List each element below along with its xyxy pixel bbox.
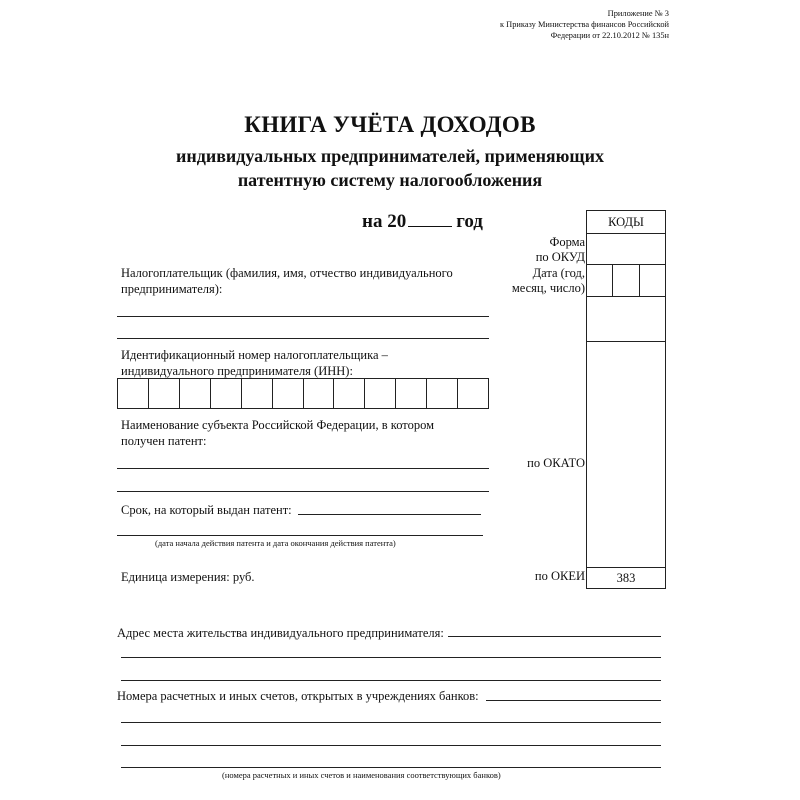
accounts-label: Номера расчетных и иных счетов, открытых в учреждениях банков: [117,689,479,703]
okato-label: по ОКАТО [527,456,585,470]
taxpayer-label-line-1: Налогоплательщик (фамилия, имя, отчество индивидуального [121,266,453,280]
inn-digit-box[interactable] [304,379,335,408]
accounts-line-2[interactable] [121,722,661,723]
region-line-2[interactable] [117,491,489,492]
region-line-1[interactable] [117,468,489,469]
inn-digit-box[interactable] [242,379,273,408]
blank-code-cell[interactable] [587,297,665,342]
okud-cell[interactable] [587,234,665,265]
term-line-2[interactable] [117,535,483,536]
region-label-line-2: получен патент: [121,434,207,448]
annex-note [409,8,669,41]
inn-label-line-2: индивидуального предпринимателя (ИНН): [121,364,353,378]
annex-line-2: к Приказу Министерства финансов Российской [500,20,669,29]
inn-boxes [117,378,489,409]
accounts-line-3[interactable] [121,745,661,746]
date-label-line-2: месяц, число) [511,281,585,295]
year-line [362,210,483,233]
taxpayer-label-line-2: предпринимателя): [121,282,223,296]
year-blank[interactable] [408,210,452,227]
inn-label [121,347,388,379]
inn-digit-box[interactable] [365,379,396,408]
document-title: КНИГА УЧЁТА ДОХОДОВ [244,112,536,137]
term-label: Срок, на который выдан патент: [121,503,292,517]
taxpayer-line-2[interactable] [117,338,489,339]
taxpayer-line-1[interactable] [117,316,489,317]
year-prefix: на 20 [362,211,407,232]
inn-digit-box[interactable] [211,379,242,408]
okud-label [536,235,585,265]
inn-label-line-1: Идентификационный номер налогоплательщика – [121,348,388,362]
document-subtitle-1: индивидуальных предпринимателей, применяющих [175,146,604,166]
address-line-2[interactable] [121,657,661,658]
inn-digit-box[interactable] [458,379,488,408]
okei-label: по ОКЕИ [534,569,585,583]
taxpayer-label [121,265,453,297]
okato-cell[interactable] [587,342,665,568]
inn-digit-box[interactable] [118,379,149,408]
okei-cell: 383 [616,571,636,585]
document-subtitle-2: патентную систему налогообложения [237,170,543,190]
accounts-hint: (номера расчетных и иных счетов и наименования соответствующих банков) [222,770,501,780]
accounts-line-1[interactable] [486,700,661,701]
okud-label-line-2: по ОКУД [535,250,585,264]
address-label: Адрес места жительства индивидуального предпринимателя: [117,626,444,640]
codes-table [586,210,666,589]
inn-digit-box[interactable] [149,379,180,408]
region-label [121,417,434,449]
date-cell [587,265,665,297]
date-label-line-1: Дата (год, [532,266,585,280]
term-line-1[interactable] [298,514,481,515]
annex-line-1: Приложение № 3 [607,9,669,18]
inn-digit-box[interactable] [180,379,211,408]
address-line-1[interactable] [448,636,661,637]
date-year-cell[interactable] [587,265,613,296]
inn-digit-box[interactable] [334,379,365,408]
term-hint: (дата начала действия патента и дата окончания действия патента) [155,538,396,548]
annex-line-3: Федерации от 22.10.2012 № 135н [550,31,669,40]
codes-header: КОДЫ [587,211,665,234]
inn-digit-box[interactable] [396,379,427,408]
inn-digit-box[interactable] [273,379,304,408]
unit-label: Единица измерения: руб. [121,570,255,584]
inn-digit-box[interactable] [427,379,458,408]
date-label [512,266,585,296]
region-label-line-1: Наименование субъекта Российской Федерации, в котором [121,418,435,432]
okud-label-line-1: Форма [549,235,585,249]
date-day-cell[interactable] [640,265,665,296]
address-line-3[interactable] [121,680,661,681]
date-month-cell[interactable] [613,265,639,296]
year-suffix: год [456,211,483,232]
accounts-line-4[interactable] [121,767,661,768]
